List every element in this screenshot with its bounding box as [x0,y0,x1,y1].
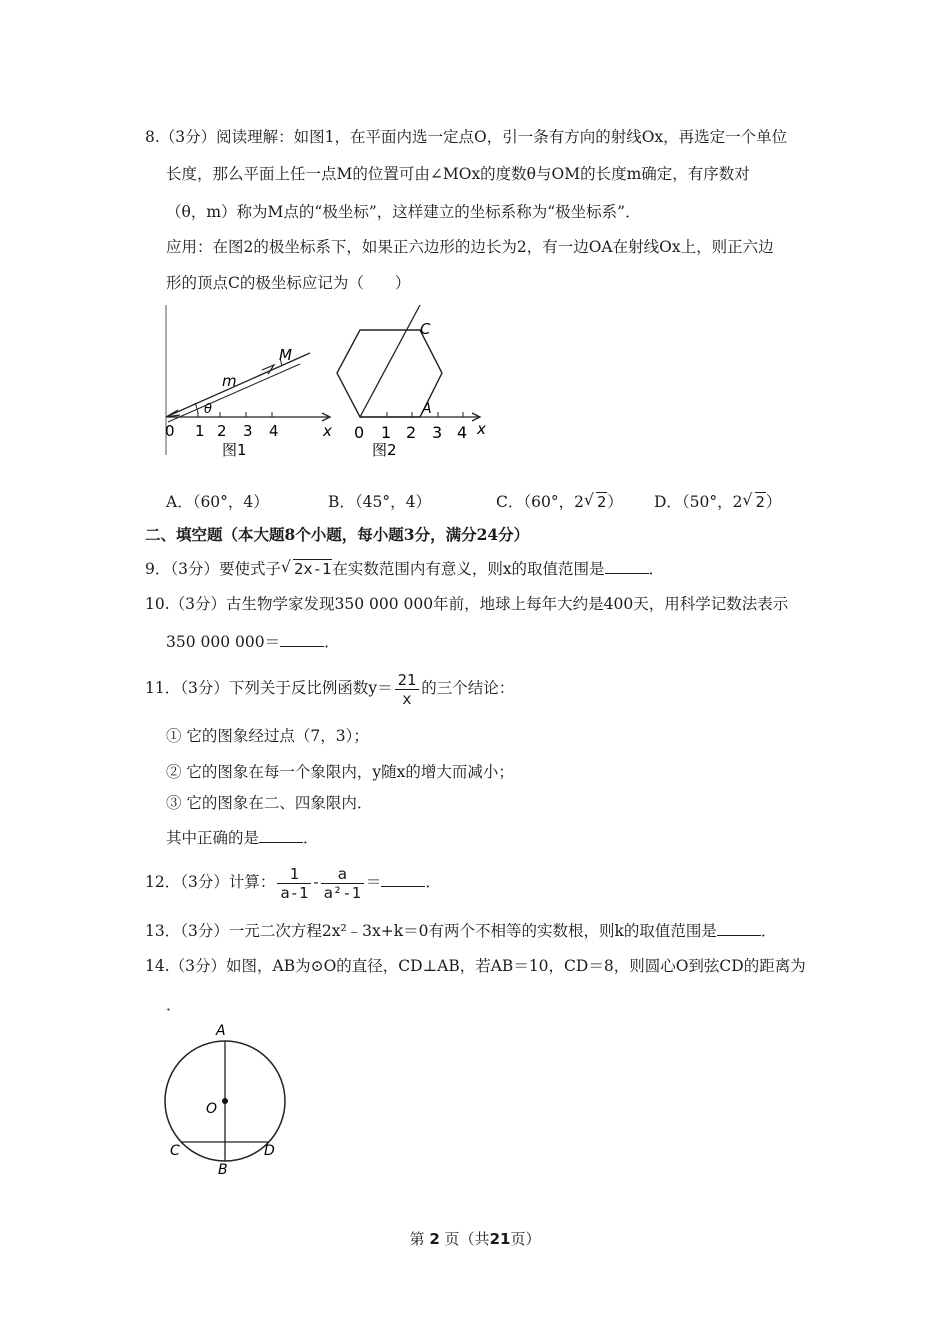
section-2-heading: 二、填空题（本大题8个小题，每小题3分，满分24分） [145,525,530,544]
q8-line-4: 应用：在图2的极坐标系下，如果正六边形的边长为2，有一边OA在射线Ox上，则正六边 [166,238,774,256]
q12-fraction-2 [321,865,364,902]
q14-label-b: B [218,1162,228,1178]
fig1-axis-label: x [323,422,332,440]
q9-sqrt: √ 2x-1 [280,558,332,578]
option-d-radicand: 2 [755,493,765,511]
q12-equals: ＝ [365,873,382,891]
figure-2 [330,300,500,460]
footer-total-pages: 21 [489,1230,511,1248]
q12-f2-numerator: a [321,865,364,884]
q13 [145,920,776,942]
q11-answer-blank [259,828,303,843]
option-c-radicand: 2 [596,493,607,511]
q11-conclusion-2: ② 它的图象在每一个象限内，y随x的增大而减小； [166,763,514,781]
q9-radicand: 2x-1 [293,560,332,578]
q8-line-1: 8.（3分）阅读理解：如图1，在平面内选一定点O，引一条有方向的射线Ox，再选定一个单位 [145,128,788,146]
option-c-suffix: ） [607,493,623,511]
fig2-axis-label: x [477,420,486,438]
fig1-tick-4: 4 [269,422,279,440]
fig2-label-a: A [422,401,432,417]
q12-f2-denominator: a²-1 [323,883,361,902]
q10-answer-blank [280,632,324,647]
q13-text: 13．（3分）一元二次方程2x²﹣3x+k＝0有两个不相等的实数根，则k的取值范围是 [145,922,717,940]
q13-end: ． [760,922,777,940]
fig2-label-c: C [420,320,431,338]
q14-label-d: D [264,1143,275,1159]
fig1-ray-label: m [222,372,237,390]
q14-line-2: ． [166,996,182,1014]
q10-line-1: 10.（3分）古生物学家发现350 000 000年前，地球上每年大约是400天，用科学记数法表示 [145,595,789,613]
q11-ask [166,827,319,849]
fig2-tick-4: 4 [457,423,468,442]
q10-end: ． [324,633,340,651]
q11-fraction [395,671,420,708]
q14-label-o: O [206,1101,218,1117]
option-c-sqrt: √ 2 [583,491,607,511]
q12 [145,862,441,902]
option-a: A．（60°，4） [166,493,269,511]
option-d-suffix: ） [765,493,782,511]
q12-fraction-1 [277,865,311,902]
q8-line-3: （θ，m）称为M点的“极坐标”，这样建立的坐标系称为“极坐标系”． [166,203,641,221]
q11-numerator: 21 [395,671,420,690]
q13-answer-blank [717,921,761,936]
q14-label-c: C [170,1143,180,1159]
fig1-caption: 图1 [222,441,247,459]
q9-end: ． [648,560,665,578]
q12-end: ． [425,873,441,891]
fig1-tick-1: 1 [195,422,205,440]
fig2-tick-2: 2 [406,423,417,442]
q12-prefix: 12．（3分）计算： [145,873,276,891]
q12-f1-denominator: a-1 [280,883,309,902]
q12-answer-blank [381,872,425,887]
footer-middle: 页（共 [444,1230,490,1248]
fig1-tick-2: 2 [217,422,227,440]
q11 [145,668,514,708]
q8-line-5: 形的顶点C的极坐标应记为（ ） [166,274,411,292]
q12-f1-numerator: 1 [277,865,311,884]
figure-q14-circle [160,1015,290,1180]
fig1-angle-label: θ [204,402,212,417]
q9-prefix: 9．（3分）要使式子 [145,560,281,578]
q9-answer-blank [605,559,649,574]
q10-line-2-text: 350 000 000＝ [166,633,281,651]
option-c [496,490,623,512]
fig2-caption: 图2 [372,441,397,459]
q11-denominator: x [402,689,412,708]
footer-suffix: 页） [510,1230,541,1248]
q11-prefix: 11．（3分）下列关于反比例函数y＝ [145,679,393,697]
fig1-point-label: M [279,346,292,364]
page-footer [0,1228,950,1249]
option-c-prefix: C．（60°，2 [496,493,584,511]
option-d-prefix: D．（50°，2 [654,493,743,511]
q9 [145,558,664,580]
footer-prefix: 第 [409,1230,425,1248]
q11-end: ． [303,829,319,847]
q11-ask-text: 其中正确的是 [166,829,260,847]
footer-page-number: 2 [429,1230,440,1248]
fig2-tick-0: 0 [354,423,365,442]
q12-minus: - [313,873,319,891]
q11-conclusion-3: ③ 它的图象在二、四象限内． [166,794,373,812]
q14-label-a: A [216,1023,226,1039]
q10-line-2 [166,631,340,653]
option-b: B．（45°，4） [328,493,431,511]
fig2-tick-1: 1 [381,423,392,442]
q8-line-2: 长度，那么平面上任一点M的位置可由∠MOx的度数θ与OM的长度m确定，有序数对 [166,165,750,183]
fig2-tick-3: 3 [432,423,443,442]
q11-conclusion-1: ① 它的图象经过点（7，3）； [166,727,369,745]
q9-suffix: 在实数范围内有意义，则x的取值范围是 [332,560,605,578]
option-d-sqrt: √ 2 [742,491,765,511]
fig1-tick-3: 3 [243,422,253,440]
figure-1 [160,300,350,460]
q11-suffix: 的三个结论： [421,679,515,697]
option-d [654,490,781,512]
q14-line-1: 14.（3分）如图，AB为⊙O的直径，CD⊥AB，若AB＝10，CD＝8，则圆心O到弦CD的距离为 [145,957,806,975]
fig1-tick-0: 0 [165,422,175,440]
